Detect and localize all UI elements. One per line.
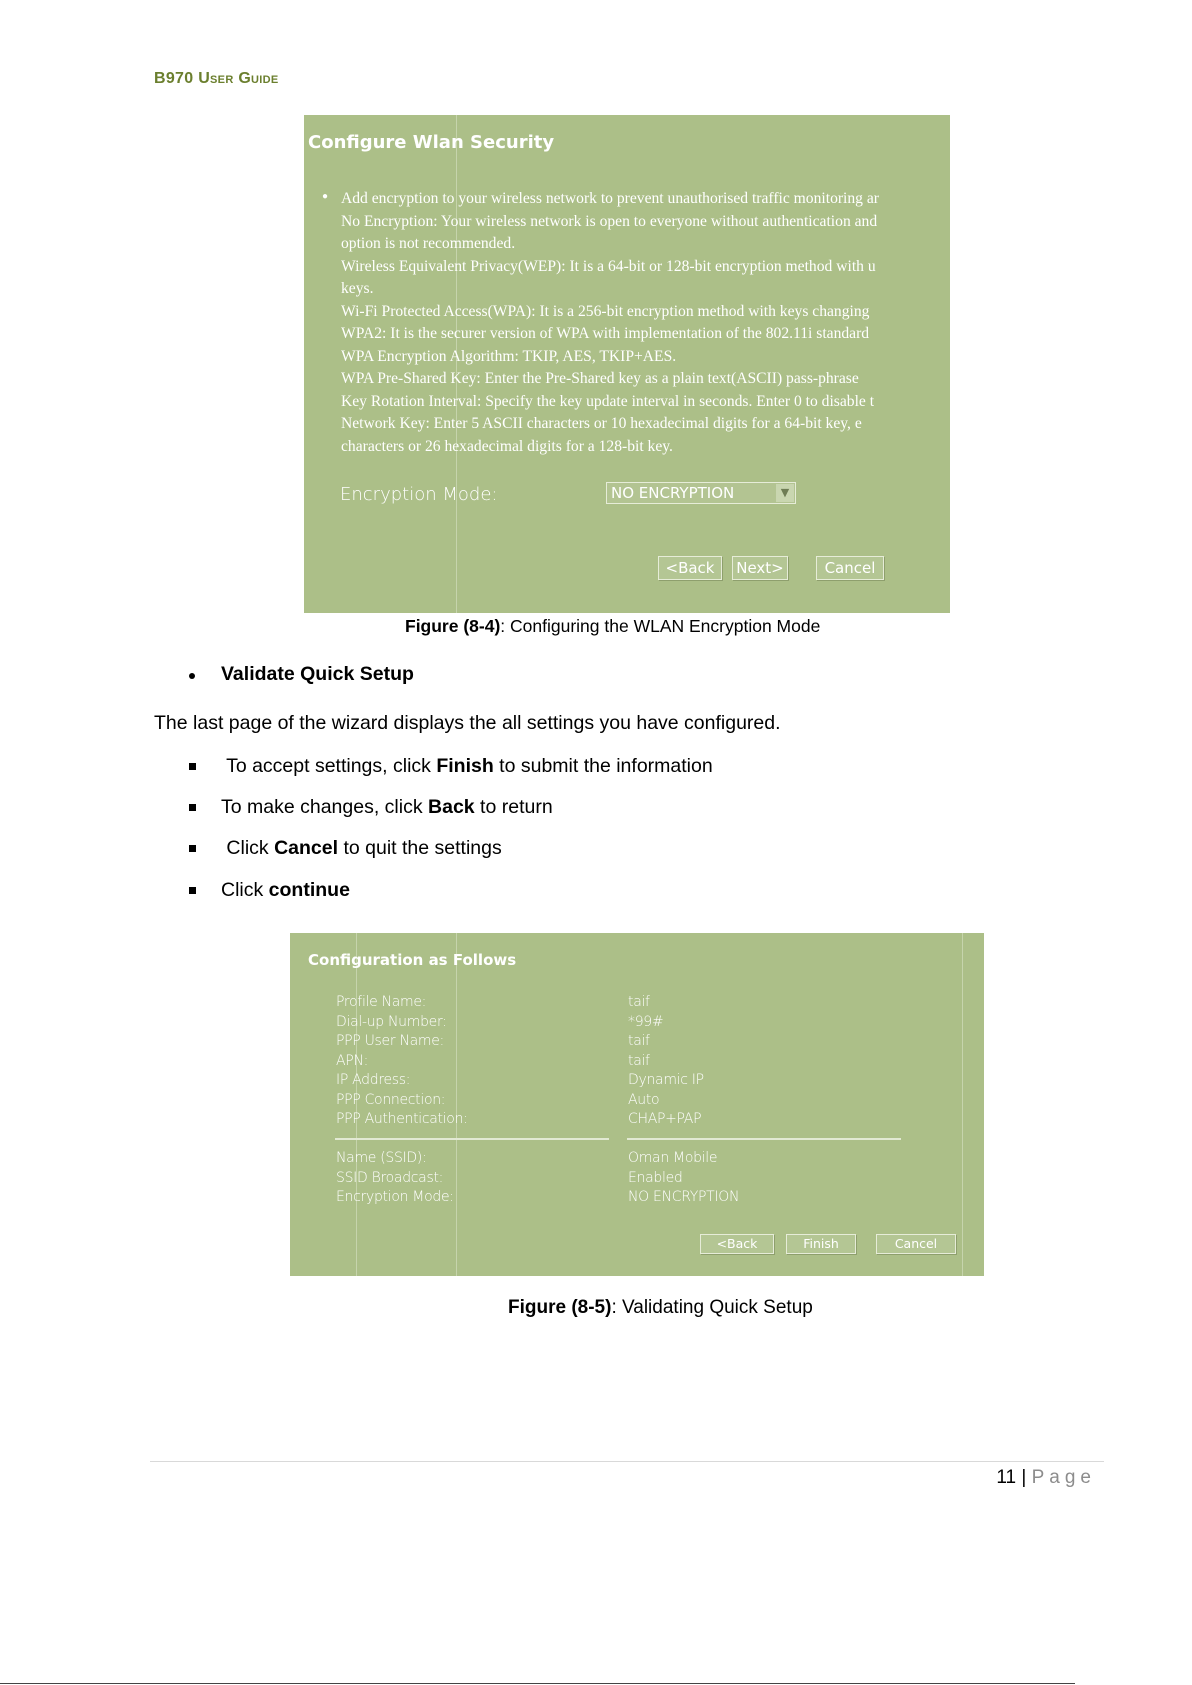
list-item-emphasis: Finish [436, 755, 494, 777]
footer-divider [150, 1461, 1104, 1462]
configuration-title: Configuration as Follows [308, 951, 517, 969]
list-item [221, 837, 502, 860]
list-item [221, 755, 713, 778]
bullet-icon [189, 673, 195, 679]
section-heading: Validate Quick Setup [221, 663, 414, 685]
figure-caption [508, 1297, 813, 1319]
separator-line [335, 1138, 609, 1140]
encryption-description [341, 188, 950, 458]
square-bullet-icon [189, 763, 196, 770]
encryption-mode-label: Encryption Mode: [340, 484, 498, 505]
list-item-text: Click [221, 837, 275, 859]
next-button[interactable]: Next> [732, 556, 788, 580]
description-line: Wi-Fi Protected Access(WPA): It is a 256-bit encryption method with keys changing [341, 302, 870, 320]
square-bullet-icon [189, 887, 196, 894]
back-button[interactable]: <Back [658, 556, 722, 580]
encryption-mode-value: NO ENCRYPTION [611, 484, 735, 502]
field-label: Dial-up Number: [336, 1013, 447, 1030]
description-line: Network Key: Enter 5 ASCII characters or 10 hexadecimal digits for a 64-bit key, e [341, 415, 862, 432]
field-label: SSID Broadcast: [336, 1169, 444, 1186]
back-button[interactable]: <Back [700, 1234, 774, 1254]
field-label: IP Address: [336, 1072, 411, 1088]
description-line: keys. [341, 280, 374, 297]
list-item-text: to return [474, 796, 553, 818]
wlan-values [628, 1149, 739, 1208]
configuration-summary-screenshot [290, 933, 984, 1276]
image-artifact-line [962, 933, 963, 1276]
field-label: PPP Authentication: [336, 1111, 468, 1127]
description-line: option is not recommended. [341, 235, 516, 252]
page-number-value: 11 [996, 1467, 1017, 1488]
list-item-emphasis: Cancel [274, 837, 339, 859]
list-item [221, 796, 553, 819]
page-number [996, 1467, 1096, 1489]
list-item-text: To make changes, click [221, 796, 429, 818]
list-item-text: Click [221, 879, 269, 901]
description-line: Key Rotation Interval: Specify the key update interval in seconds. Enter 0 to disable t [341, 392, 875, 410]
figure-caption [405, 616, 820, 637]
field-value: taif [628, 1052, 650, 1069]
figure-caption-text: : Configuring the WLAN Encryption Mode [500, 616, 821, 636]
figure-caption-text: : Validating Quick Setup [611, 1297, 813, 1318]
page-bottom-border [0, 1683, 1075, 1684]
wlan-security-title: Configure Wlan Security [308, 132, 555, 153]
description-line: WPA2: It is the securer version of WPA with implementation of the 802.11i standard [341, 325, 870, 342]
wlan-security-screenshot [304, 115, 950, 613]
field-label: APN: [336, 1052, 369, 1069]
field-value: NO ENCRYPTION [628, 1189, 740, 1205]
cancel-button[interactable]: Cancel [876, 1234, 956, 1254]
description-line: Add encryption to your wireless network to prevent unauthorised traffic monitoring ar [341, 190, 879, 207]
section-intro: The last page of the wizard displays the all settings you have configured. [154, 712, 781, 734]
field-label: Name (SSID): [336, 1150, 427, 1166]
figure-number: Figure (8-4) [405, 616, 501, 636]
list-item-text: To accept settings, click [221, 755, 437, 777]
encryption-mode-select[interactable] [606, 482, 796, 504]
field-value: Enabled [628, 1169, 683, 1186]
square-bullet-icon [189, 845, 196, 852]
field-value: *99# [628, 1013, 664, 1030]
profile-labels [336, 993, 468, 1130]
description-line: characters or 26 hexadecimal digits for a 128-bit key. [341, 437, 673, 455]
page-word: Page [1031, 1467, 1096, 1488]
cancel-button[interactable]: Cancel [816, 556, 884, 580]
list-item-text: to quit the settings [338, 837, 502, 859]
field-label: PPP User Name: [336, 1033, 444, 1049]
document-header: B970 User Guide [154, 70, 279, 87]
list-item-emphasis: continue [268, 879, 350, 901]
figure-number: Figure (8-5) [508, 1297, 612, 1318]
chevron-down-icon[interactable]: ▼ [776, 484, 794, 502]
description-line: WPA Encryption Algorithm: TKIP, AES, TKIP+AES. [341, 347, 677, 365]
field-label: Profile Name: [336, 994, 427, 1010]
separator-line [627, 1138, 901, 1140]
square-bullet-icon [189, 804, 196, 811]
list-item [221, 879, 350, 902]
finish-button[interactable]: Finish [786, 1234, 856, 1254]
wlan-labels [336, 1149, 454, 1208]
field-value: Dynamic IP [628, 1072, 704, 1088]
list-item-emphasis: Back [428, 796, 475, 818]
description-line: Wireless Equivalent Privacy(WEP): It is a 64-bit or 128-bit encryption method with u [341, 257, 876, 275]
profile-values [628, 993, 704, 1130]
field-value: taif [628, 1033, 650, 1049]
page-number-separator: | [1016, 1467, 1032, 1488]
list-item-text: to submit the information [493, 755, 713, 777]
field-value: Auto [628, 1091, 660, 1108]
description-line: No Encryption: Your wireless network is open to everyone without authentication and [341, 212, 878, 230]
field-label: PPP Connection: [336, 1091, 446, 1108]
field-label: Encryption Mode: [336, 1189, 454, 1205]
field-value: Oman Mobile [628, 1150, 718, 1166]
bullet-icon: ● [322, 191, 329, 202]
field-value: CHAP+PAP [628, 1111, 702, 1127]
description-line: WPA Pre-Shared Key: Enter the Pre-Shared key as a plain text(ASCII) pass-phrase [341, 370, 859, 387]
field-value: taif [628, 994, 650, 1010]
